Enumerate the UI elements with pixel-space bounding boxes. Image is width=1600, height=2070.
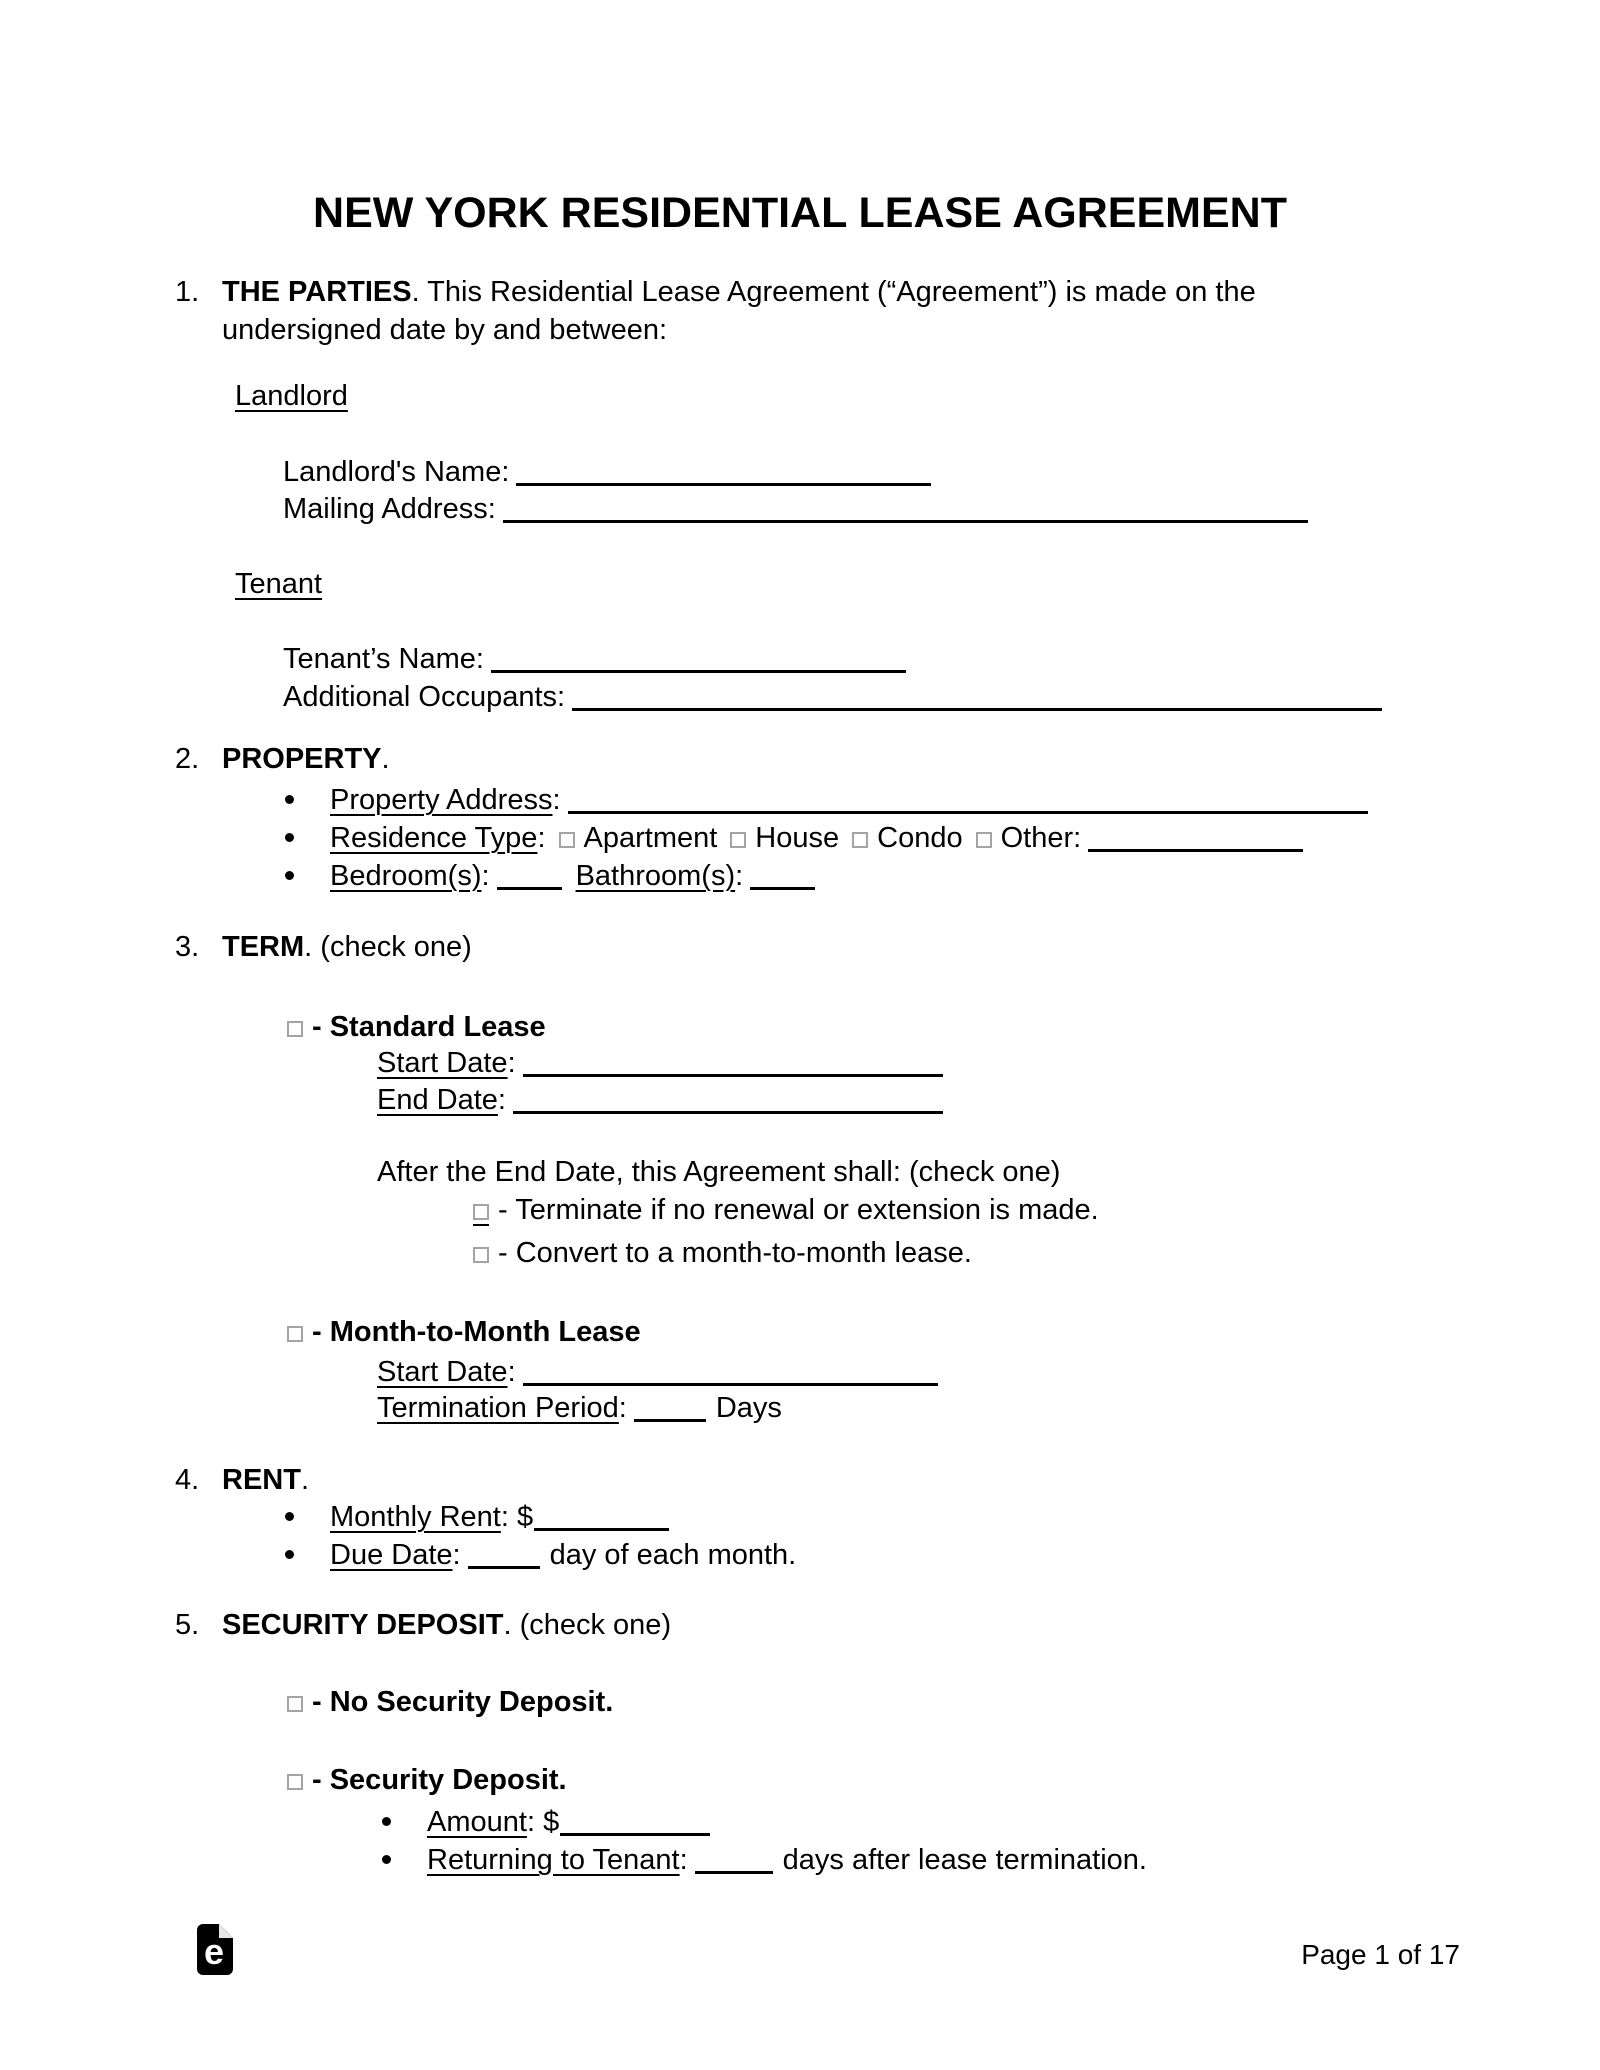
mailing-address-row <box>283 491 1308 529</box>
bullet-icon <box>285 1550 294 1559</box>
residence-condo-label: Condo <box>877 822 963 854</box>
residence-apartment-label: Apartment <box>583 822 718 854</box>
standard-start-date-row: Start Date: <box>377 1045 943 1083</box>
logo-letter: e <box>203 1931 225 1972</box>
convert-option-row <box>473 1235 972 1273</box>
tenant-name-blank[interactable] <box>491 670 906 673</box>
tenant-heading-label: Tenant <box>235 568 323 600</box>
tenant-name-label: Tenant’s Name: <box>283 643 484 675</box>
bullet-icon <box>382 1855 391 1864</box>
landlord-name-row <box>283 454 931 492</box>
tenant-name-row <box>283 641 906 679</box>
standard-lease-label: - Standard Lease <box>312 1011 546 1043</box>
section-number: 3. <box>175 931 200 963</box>
terminate-option-row <box>473 1192 1099 1230</box>
convert-checkbox[interactable] <box>473 1247 489 1263</box>
security-deposit-label: - Security Deposit. <box>312 1764 567 1796</box>
eforms-logo <box>197 1924 233 1983</box>
security-deposit-row <box>287 1762 567 1800</box>
no-security-deposit-label: - No Security Deposit. <box>312 1686 614 1718</box>
residence-condo-checkbox[interactable] <box>852 832 868 848</box>
residence-type-row: Residence Type: Apartment House Condo Other: <box>285 820 1303 858</box>
residence-apartment-checkbox[interactable] <box>559 832 575 848</box>
month-to-month-label: - Month-to-Month Lease <box>312 1316 641 1348</box>
page-title: NEW YORK RESIDENTIAL LEASE AGREEMENT <box>313 189 1287 237</box>
due-date-row: Due Date: day of each month. <box>285 1537 796 1575</box>
start-date-blank[interactable] <box>523 1074 943 1077</box>
bathrooms-blank[interactable] <box>750 887 815 890</box>
landlord-name-blank[interactable] <box>516 483 931 486</box>
additional-occupants-label: Additional Occupants: <box>283 681 566 713</box>
section-property-title: PROPERTY <box>222 743 382 775</box>
termination-period-blank[interactable] <box>634 1419 706 1422</box>
end-date-blank[interactable] <box>513 1111 943 1114</box>
property-address-label: Property Address <box>330 784 553 816</box>
mailing-address-label: Mailing Address: <box>283 493 496 525</box>
residence-other-checkbox[interactable] <box>976 832 992 848</box>
due-date-suffix: day of each month. <box>549 1539 797 1571</box>
termination-period-label: Termination Period <box>377 1392 619 1424</box>
section-number: 1. <box>175 276 200 308</box>
bedrooms-blank[interactable] <box>497 887 562 890</box>
returning-suffix: days after lease termination. <box>782 1844 1147 1876</box>
monthly-rent-label: Monthly Rent <box>330 1501 501 1533</box>
tenant-heading <box>235 566 322 604</box>
additional-occupants-row <box>283 679 1382 717</box>
mailing-address-blank[interactable] <box>503 520 1308 523</box>
section-parties-heading <box>175 274 1300 349</box>
section-number: 2. <box>175 743 200 775</box>
returning-row: Returning to Tenant: days after lease termination. <box>382 1842 1147 1880</box>
document-icon <box>197 1924 233 1975</box>
residence-house-label: House <box>755 822 840 854</box>
returning-blank[interactable] <box>695 1871 773 1874</box>
section-security-heading: 5. SECURITY DEPOSIT. (check one) <box>175 1607 671 1645</box>
monthly-rent-row: Monthly Rent: $ <box>285 1499 669 1537</box>
termination-period-row: Termination Period: Days <box>377 1392 782 1424</box>
bullet-icon <box>285 1512 294 1521</box>
section-parties-text: . This Residential Lease Agreement (“Agreement”) is made on the undersigned date by and between: <box>222 276 1256 346</box>
additional-occupants-blank[interactable] <box>572 708 1382 711</box>
no-security-deposit-checkbox[interactable] <box>287 1696 303 1712</box>
section-number: 4. <box>175 1464 200 1496</box>
residence-other-blank[interactable] <box>1088 849 1303 852</box>
bullet-icon <box>285 833 294 842</box>
section-term-title: TERM <box>222 931 305 963</box>
property-address-row: Property Address: <box>285 782 1368 820</box>
residence-other-label: Other: <box>1000 822 1082 854</box>
m2m-start-date-label: Start Date <box>377 1356 508 1388</box>
standard-lease-checkbox[interactable] <box>287 1021 303 1037</box>
landlord-heading-label: Landlord <box>235 380 348 412</box>
month-to-month-checkbox[interactable] <box>287 1326 303 1342</box>
bullet-icon <box>382 1817 391 1826</box>
residence-house-checkbox[interactable] <box>730 832 746 848</box>
after-end-date-row <box>377 1154 1060 1192</box>
section-property-heading: 2. PROPERTY. <box>175 741 390 779</box>
section-term-heading: 3. TERM. (check one) <box>175 929 472 967</box>
month-to-month-row <box>287 1314 641 1352</box>
deposit-amount-row: Amount: $ <box>382 1804 710 1842</box>
section-security-title: SECURITY DEPOSIT <box>222 1609 504 1641</box>
section-parties-title: THE PARTIES <box>222 276 412 308</box>
terminate-checkbox[interactable] <box>473 1204 489 1220</box>
residence-type-label: Residence Type <box>330 822 538 854</box>
convert-label: - Convert to a month-to-month lease. <box>498 1237 972 1269</box>
start-date-label: Start Date <box>377 1047 508 1079</box>
due-date-blank[interactable] <box>468 1566 540 1569</box>
due-date-label: Due Date <box>330 1539 453 1571</box>
standard-lease-row <box>287 1009 546 1047</box>
bedrooms-label: Bedroom(s) <box>330 860 482 892</box>
deposit-amount-blank[interactable] <box>560 1833 710 1836</box>
termination-period-suffix: Days <box>715 1392 782 1424</box>
after-end-date-text: After the End Date, this Agreement shall: (check one) <box>377 1156 1061 1188</box>
landlord-heading <box>235 378 348 416</box>
standard-end-date-row: End Date: <box>377 1082 943 1120</box>
monthly-rent-blank[interactable] <box>534 1528 669 1531</box>
section-rent-heading: 4. RENT. <box>175 1462 309 1500</box>
deposit-amount-label: Amount <box>427 1806 527 1838</box>
m2m-start-date-row: Start Date: <box>377 1354 938 1392</box>
terminate-label: - Terminate if no renewal or extension is made. <box>498 1194 1099 1226</box>
bullet-icon <box>285 871 294 880</box>
bathrooms-label: Bathroom(s) <box>575 860 736 892</box>
section-number: 5. <box>175 1609 200 1641</box>
returning-label: Returning to Tenant <box>427 1844 680 1876</box>
security-deposit-checkbox[interactable] <box>287 1774 303 1790</box>
no-security-deposit-row <box>287 1684 613 1722</box>
page-number-label: Page 1 of 17 <box>1301 1939 1460 1970</box>
end-date-label: End Date <box>377 1084 498 1116</box>
section-rent-title: RENT <box>222 1464 301 1496</box>
m2m-start-date-blank[interactable] <box>523 1383 938 1386</box>
property-address-blank[interactable] <box>568 811 1368 814</box>
landlord-name-label: Landlord's Name: <box>283 456 510 488</box>
bed-bath-row: Bedroom(s): Bathroom(s): <box>285 858 815 896</box>
bullet-icon <box>285 795 294 804</box>
